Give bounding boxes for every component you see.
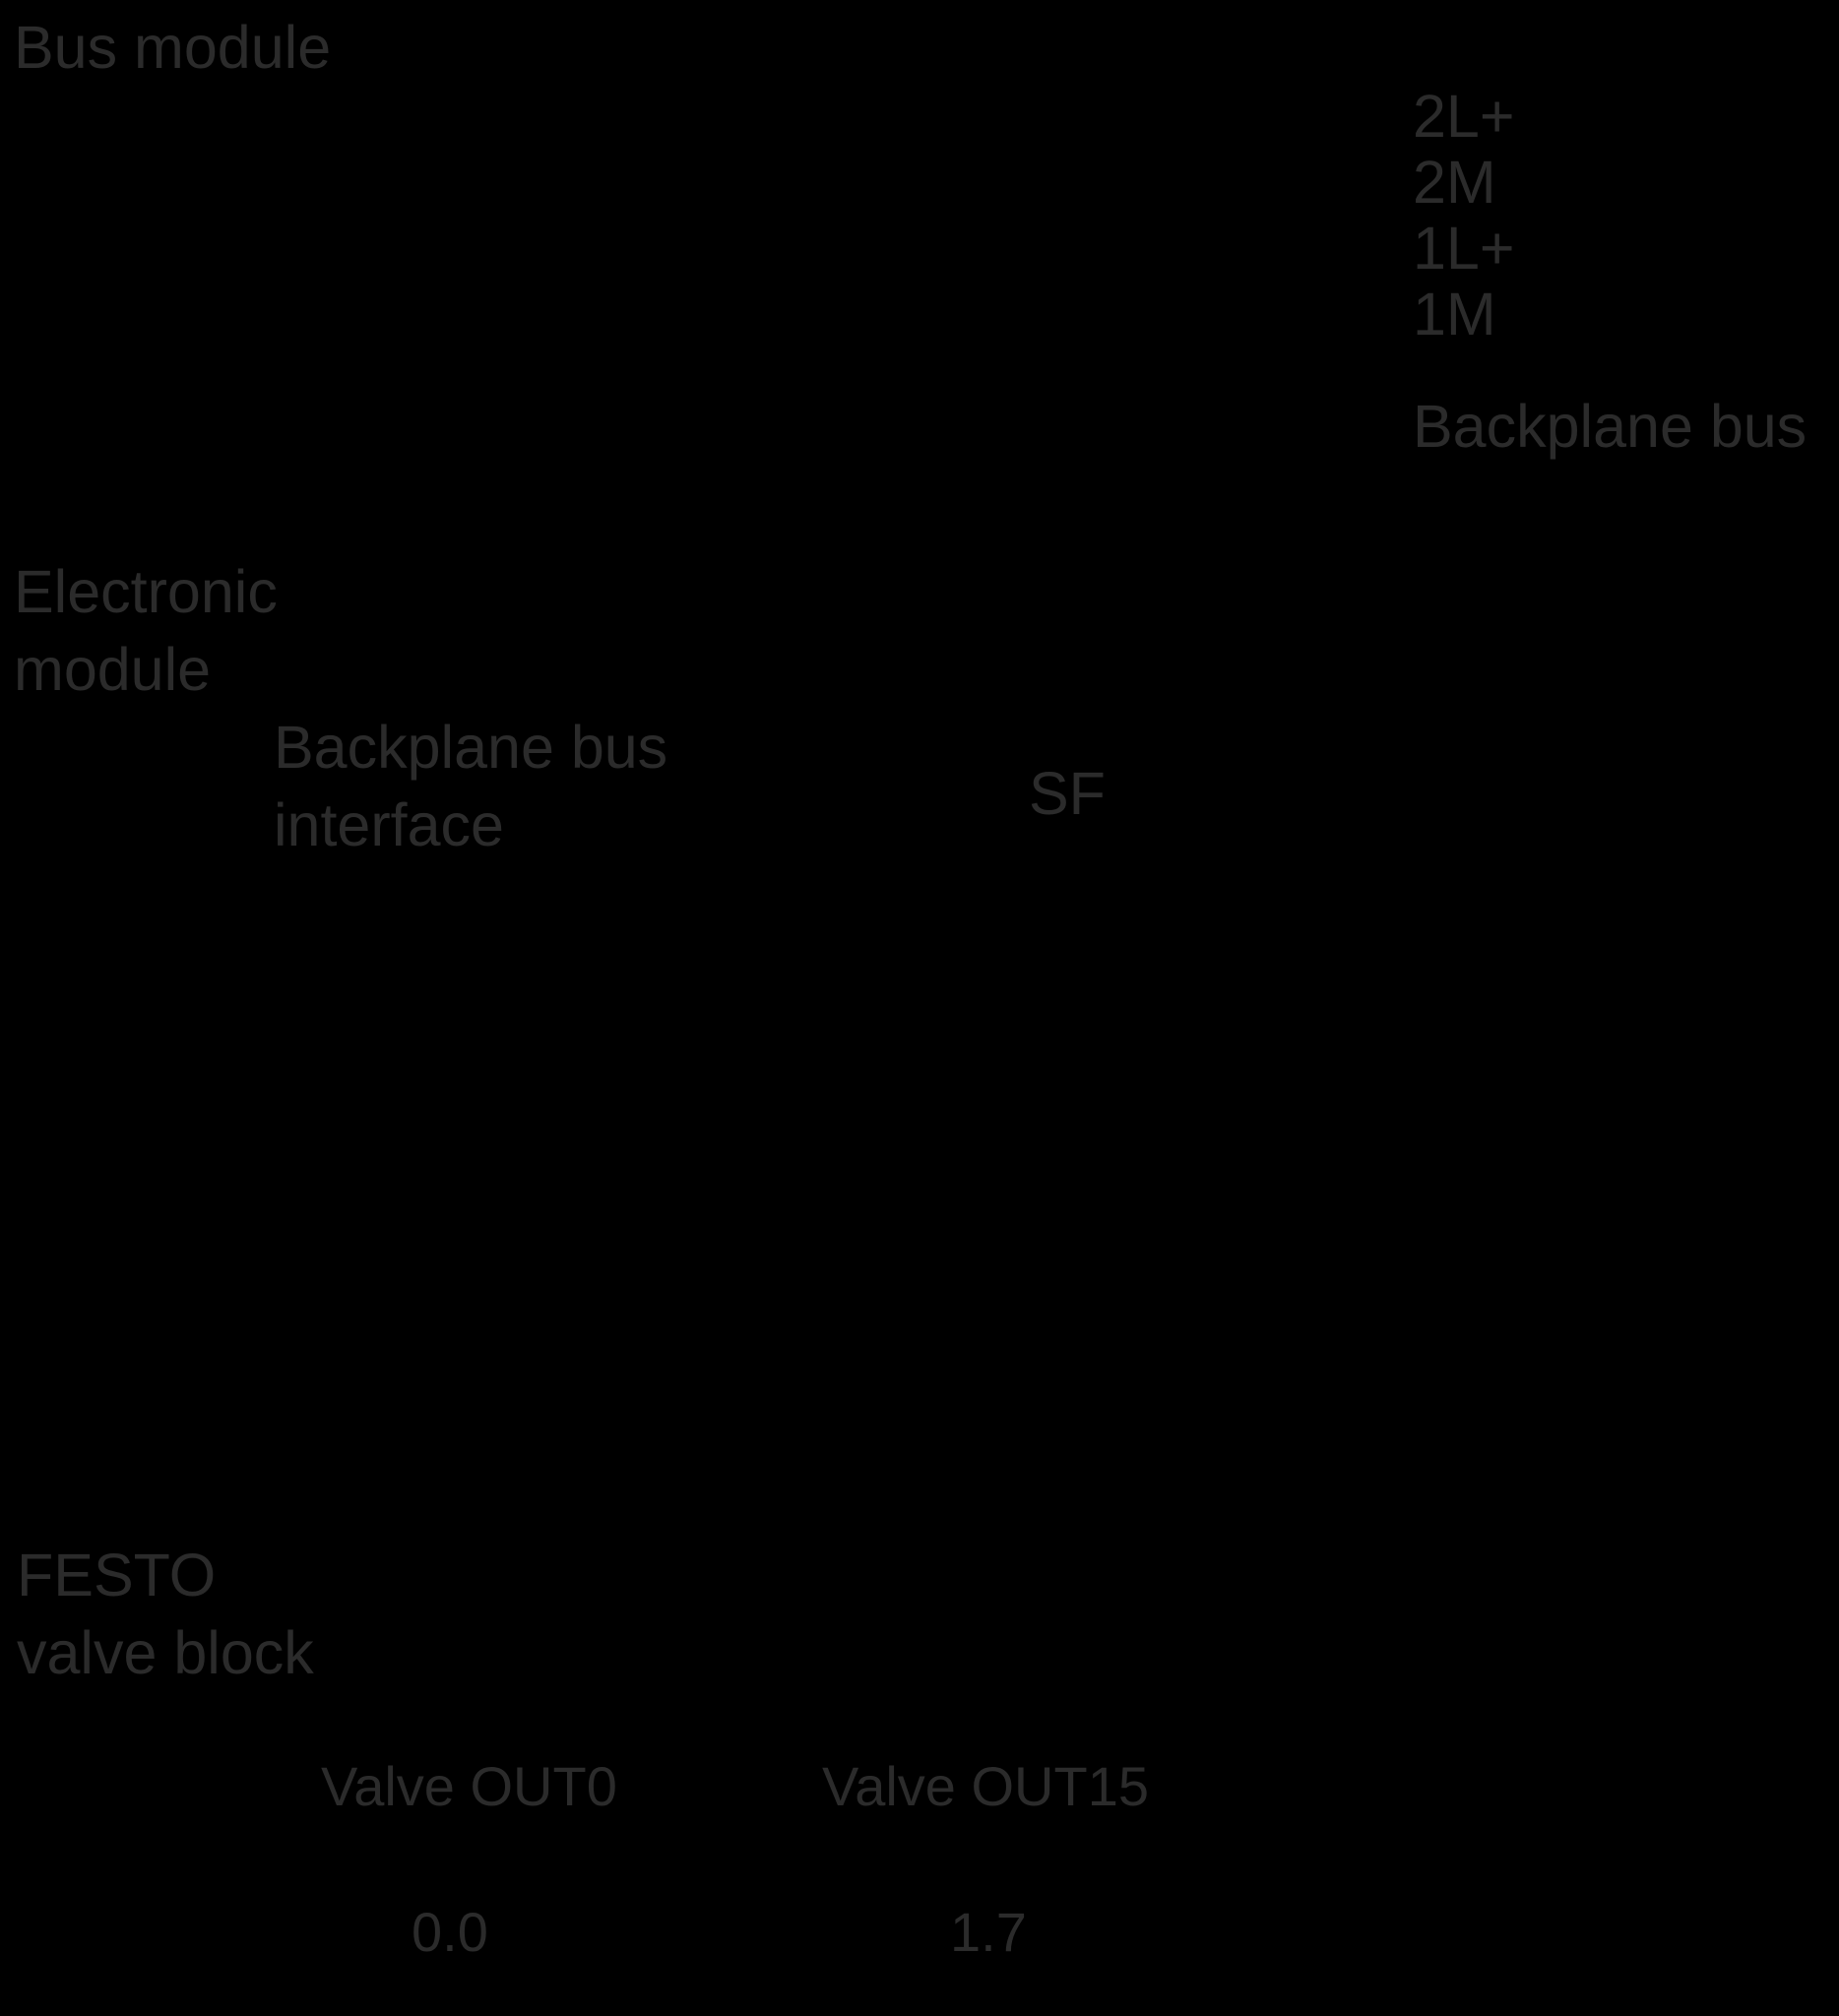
backplane-bus-interface-line-1: Backplane bus — [274, 714, 668, 781]
festo-valve-block-line-1: FESTO — [17, 1542, 217, 1608]
terminal-2l-plus-label: 2L+ — [1413, 83, 1515, 150]
electronic-module-line-1: Electronic — [14, 558, 278, 625]
backplane-bus-interface-label — [274, 709, 667, 864]
electronic-module-line-2: module — [14, 636, 212, 703]
festo-valve-block-label — [17, 1537, 314, 1692]
valve-out0-label: Valve OUT0 — [321, 1755, 617, 1817]
address-out0-label: 0.0 — [412, 1901, 488, 1963]
terminal-1l-plus-label: 1L+ — [1413, 215, 1515, 282]
terminal-list — [1413, 84, 1514, 347]
electronic-module-label — [14, 553, 278, 709]
backplane-bus-label: Backplane bus — [1413, 393, 1807, 460]
terminal-2m-label: 2M — [1413, 149, 1496, 216]
terminal-1m-label: 1M — [1413, 281, 1496, 347]
bus-module-label: Bus module — [14, 14, 332, 81]
valve-out15-label: Valve OUT15 — [822, 1755, 1149, 1817]
festo-valve-block-line-2: valve block — [17, 1619, 314, 1686]
sf-indicator-label: SF — [1029, 760, 1106, 827]
backplane-bus-interface-line-2: interface — [274, 791, 504, 858]
address-out15-label: 1.7 — [950, 1901, 1027, 1963]
